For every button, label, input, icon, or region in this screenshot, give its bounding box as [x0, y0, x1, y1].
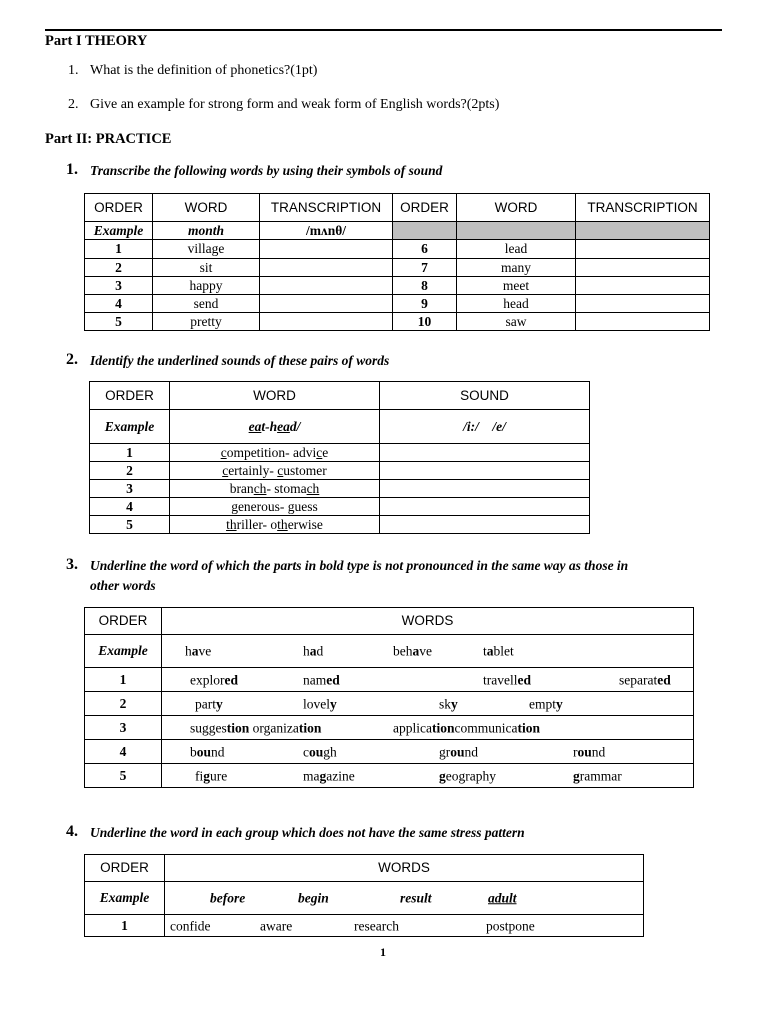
word: confide: [170, 917, 211, 933]
table-row-word: many: [457, 259, 576, 277]
question-2-number: 2.: [68, 97, 79, 112]
exercise-3-title-line2: other words: [90, 578, 156, 593]
sound-blank: [380, 462, 590, 480]
table-row-word: certainly- customer: [170, 462, 380, 480]
transcription-blank: [576, 259, 710, 277]
word: separated: [619, 671, 671, 687]
word: lovely: [303, 695, 337, 711]
word: named: [303, 671, 340, 687]
word: figure: [195, 767, 228, 783]
word: aware: [260, 917, 293, 933]
header-order: ORDER: [85, 194, 153, 222]
table-row-words: [162, 692, 694, 716]
page-number: 1: [380, 945, 386, 959]
table-row-order: 5: [85, 313, 153, 331]
sound-blank: [380, 498, 590, 516]
word: geography: [439, 767, 496, 783]
example-label: Example: [85, 222, 153, 240]
table-row-order: 1: [85, 668, 162, 692]
header-order: ORDER: [85, 608, 162, 635]
header-order: ORDER: [90, 382, 170, 410]
word: postpone: [486, 917, 535, 933]
table-row-words: [162, 716, 694, 740]
part2-title: Part II: PRACTICE: [45, 131, 172, 147]
table-row-order: 1: [85, 915, 165, 937]
table-row-word: saw: [457, 313, 576, 331]
exercise-2-number: 2.: [66, 351, 78, 368]
example-label: Example: [85, 882, 165, 915]
question-1-number: 1.: [68, 63, 79, 78]
table-row-order: 4: [90, 498, 170, 516]
header-word: WORD: [153, 194, 260, 222]
transcription-blank: [260, 277, 393, 295]
word: party: [195, 695, 223, 711]
example-label: Example: [85, 635, 162, 668]
word: suggestion organization: [190, 719, 322, 735]
example-word: month: [153, 222, 260, 240]
table-row-word: village: [153, 240, 260, 259]
exercise-1-table: [84, 193, 710, 331]
word: cough: [303, 743, 337, 759]
table-row-order: 5: [90, 516, 170, 534]
example-words: [165, 882, 644, 915]
table-row-order: 2: [85, 259, 153, 277]
table-row-order: 2: [90, 462, 170, 480]
table-row-word: send: [153, 295, 260, 313]
word: applicationcommunication: [393, 719, 540, 735]
header-words: WORDS: [165, 855, 644, 882]
table-row-words: [162, 764, 694, 788]
table-row-word: pretty: [153, 313, 260, 331]
table-row-word: head: [457, 295, 576, 313]
header-transcription: TRANSCRIPTION: [260, 194, 393, 222]
sound-blank: [380, 444, 590, 462]
table-row-order: 4: [85, 295, 153, 313]
word: bound: [190, 743, 225, 759]
table-row-order: 6: [393, 240, 457, 259]
word: round: [573, 743, 606, 759]
table-row-order: 3: [85, 277, 153, 295]
table-row-order: 1: [85, 240, 153, 259]
word: sky: [439, 695, 458, 711]
word: tablet: [483, 643, 514, 659]
shaded-cell: [457, 222, 576, 240]
word: explored: [190, 671, 238, 687]
table-row-order: 3: [85, 716, 162, 740]
exercise-2-table: [89, 381, 590, 534]
table-row-order: 4: [85, 740, 162, 764]
exercise-2-title: Identify the underlined sounds of these pairs of words: [90, 353, 390, 368]
header-sound: SOUND: [380, 382, 590, 410]
exercise-4-title: Underline the word in each group which does not have the same stress pattern: [90, 825, 525, 840]
table-row-order: 5: [85, 764, 162, 788]
shaded-cell: [393, 222, 457, 240]
question-1-text: What is the definition of phonetics?(1pt): [90, 63, 318, 78]
table-row-words: [162, 740, 694, 764]
transcription-blank: [260, 259, 393, 277]
word: have: [185, 643, 212, 659]
header-order: ORDER: [85, 855, 165, 882]
transcription-blank: [576, 295, 710, 313]
example-transcription: /mʌnθ/: [260, 222, 393, 240]
word: had: [303, 643, 324, 659]
example-label: Example: [90, 410, 170, 444]
transcription-blank: [260, 313, 393, 331]
example-words: [162, 635, 694, 668]
example-sound: /i:/ /e/: [380, 410, 590, 444]
word: ground: [439, 743, 479, 759]
table-row-words: [165, 915, 644, 937]
table-row-word: branch- stomach: [170, 480, 380, 498]
header-transcription: TRANSCRIPTION: [576, 194, 710, 222]
word: adult: [488, 890, 517, 906]
transcription-blank: [260, 240, 393, 259]
word: before: [210, 890, 246, 906]
table-row-word: thriller- otherwise: [170, 516, 380, 534]
header-words: WORDS: [162, 608, 694, 635]
header-order: ORDER: [393, 194, 457, 222]
table-row-order: 3: [90, 480, 170, 498]
word: travelled: [483, 671, 531, 687]
word: result: [400, 890, 432, 906]
exercise-3-number: 3.: [66, 556, 78, 573]
transcription-blank: [576, 313, 710, 331]
exercise-1-title: Transcribe the following words by using their symbols of sound: [90, 163, 443, 178]
table-row-word: happy: [153, 277, 260, 295]
header-word: WORD: [457, 194, 576, 222]
word: grammar: [573, 767, 622, 783]
table-row-word: sit: [153, 259, 260, 277]
word: empty: [529, 695, 563, 711]
exercise-1-number: 1.: [66, 161, 78, 178]
table-row-word: lead: [457, 240, 576, 259]
table-row-order: 2: [85, 692, 162, 716]
table-row-order: 8: [393, 277, 457, 295]
table-row-order: 10: [393, 313, 457, 331]
table-row-word: meet: [457, 277, 576, 295]
word: research: [354, 917, 399, 933]
word: behave: [393, 643, 432, 659]
table-row-order: 1: [90, 444, 170, 462]
shaded-cell: [576, 222, 710, 240]
word: begin: [298, 890, 329, 906]
table-row-word: generous- guess: [170, 498, 380, 516]
table-row-order: 7: [393, 259, 457, 277]
word: magazine: [303, 767, 355, 783]
header-word: WORD: [170, 382, 380, 410]
transcription-blank: [576, 277, 710, 295]
table-row-words: [162, 668, 694, 692]
table-row-order: 9: [393, 295, 457, 313]
exercise-4-table: [84, 854, 644, 937]
sound-blank: [380, 480, 590, 498]
exercise-3-table: [84, 607, 694, 788]
exercise-3-title-line1: Underline the word of which the parts in bold type is not pronounced in the same way as those in: [90, 558, 629, 573]
transcription-blank: [576, 240, 710, 259]
question-2-text: Give an example for strong form and weak form of English words?(2pts): [90, 97, 500, 112]
transcription-blank: [260, 295, 393, 313]
sound-blank: [380, 516, 590, 534]
example-word: eat-head/: [170, 410, 380, 444]
part1-title: Part I THEORY: [45, 33, 148, 49]
table-row-word: competition- advice: [170, 444, 380, 462]
exercise-4-number: 4.: [66, 823, 78, 840]
top-rule: [45, 29, 722, 31]
